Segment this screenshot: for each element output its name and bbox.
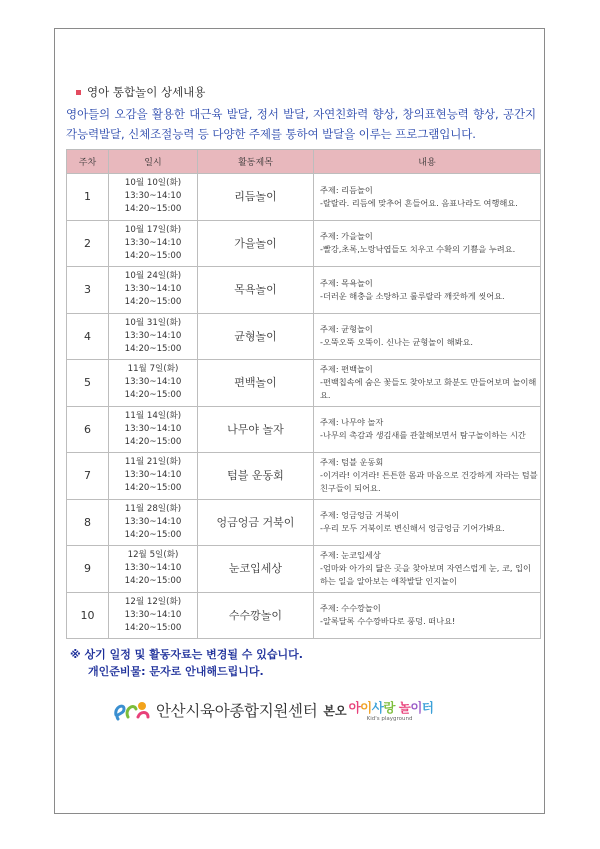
date-text: 12월 12일(화) xyxy=(124,596,182,607)
content-description: -오뚝오뚝 오뚝이. 신나는 균형놀이 해봐요. xyxy=(320,337,474,348)
week-number: 1 xyxy=(67,174,109,221)
activity-title: 텀블 운동회 xyxy=(198,453,314,500)
datetime-cell xyxy=(109,592,198,639)
week-number: 8 xyxy=(67,499,109,546)
activity-title: 나무야 놀자 xyxy=(198,406,314,453)
brand-letter: 랑 xyxy=(383,700,395,715)
datetime-cell xyxy=(109,220,198,267)
time-slot-1: 13:30~14:10 xyxy=(124,237,182,248)
bonoh-label: 본오 xyxy=(323,703,347,718)
brand-letter: 사 xyxy=(371,700,384,715)
content-topic: 주제: 목욕놀이 xyxy=(320,277,373,288)
time-slot-1: 13:30~14:10 xyxy=(124,563,182,574)
footer xyxy=(112,697,434,723)
week-number: 4 xyxy=(67,313,109,360)
content-cell xyxy=(314,313,541,360)
time-slot-1: 13:30~14:10 xyxy=(124,470,182,481)
content-topic: 주제: 텀블 운동회 xyxy=(320,457,384,468)
activity-title: 리듬놀이 xyxy=(198,174,314,221)
content-cell xyxy=(314,592,541,639)
time-slot-2: 14:20~15:00 xyxy=(124,390,182,401)
brand-letter: 터 xyxy=(421,700,434,715)
brand-subtitle: Kid's playground xyxy=(366,716,413,722)
time-slot-2: 14:20~15:00 xyxy=(124,622,182,633)
header-content: 내용 xyxy=(314,150,541,174)
week-number: 7 xyxy=(67,453,109,500)
time-slot-2: 14:20~15:00 xyxy=(124,297,182,308)
notice-line-2: 개인준비물: 문자로 안내해드립니다. xyxy=(88,665,264,678)
activity-title: 편백놀이 xyxy=(198,360,314,407)
time-slot-2: 14:20~15:00 xyxy=(124,204,182,215)
week-number: 10 xyxy=(67,592,109,639)
datetime-cell xyxy=(109,267,198,314)
table-row xyxy=(67,453,541,500)
time-slot-2: 14:20~15:00 xyxy=(124,436,182,447)
table-row xyxy=(67,592,541,639)
content-cell xyxy=(314,499,541,546)
content-topic: 주제: 수수깡놀이 xyxy=(320,603,381,614)
content-cell xyxy=(314,453,541,500)
date-text: 10월 10일(화) xyxy=(124,178,182,189)
notice-line-1: ※ 상기 일정 및 활동자료는 변경될 수 있습니다. xyxy=(70,648,303,661)
datetime-cell xyxy=(109,360,198,407)
date-text: 11월 21일(화) xyxy=(124,457,182,468)
table-row xyxy=(67,313,541,360)
brand-letter: 이 xyxy=(410,700,422,715)
table-row xyxy=(67,174,541,221)
content-cell xyxy=(314,220,541,267)
content-cell xyxy=(314,546,541,593)
time-slot-1: 13:30~14:10 xyxy=(124,377,182,388)
week-number: 3 xyxy=(67,267,109,314)
time-slot-1: 13:30~14:10 xyxy=(124,516,182,527)
datetime-cell xyxy=(109,499,198,546)
content-topic: 주제: 편백놀이 xyxy=(320,364,373,375)
datetime-cell xyxy=(109,174,198,221)
brand-letter: 아 xyxy=(348,700,361,715)
brand-name xyxy=(349,698,434,716)
time-slot-2: 14:20~15:00 xyxy=(124,576,182,587)
time-slot-2: 14:20~15:00 xyxy=(124,483,182,494)
time-slot-2: 14:20~15:00 xyxy=(124,343,182,354)
date-text: 11월 14일(화) xyxy=(124,410,182,421)
content-description: -알록달록 수수깡바다로 풍덩. 떠나요! xyxy=(320,616,456,627)
content-description: -나무의 촉감과 생김새를 관찰해보면서 탐구놀이하는 시간 xyxy=(320,430,526,441)
content-description: -더러운 해충을 소탕하고 룰루랄라 깨끗하게 씻어요. xyxy=(320,290,505,301)
activity-title: 가을놀이 xyxy=(198,220,314,267)
week-number: 5 xyxy=(67,360,109,407)
header-week: 주차 xyxy=(67,150,109,174)
table-row xyxy=(67,499,541,546)
week-number: 9 xyxy=(67,546,109,593)
activity-title: 균형놀이 xyxy=(198,313,314,360)
activity-title: 수수깡놀이 xyxy=(198,592,314,639)
content-description: -엄마와 아가의 닮은 곳을 찾아보며 자연스럽게 눈, 코, 입이 하는 일을 알아보는 애착발달 인지놀이 xyxy=(320,563,531,587)
week-number: 2 xyxy=(67,220,109,267)
date-text: 12월 5일(화) xyxy=(127,550,179,561)
content-cell xyxy=(314,174,541,221)
time-slot-1: 13:30~14:10 xyxy=(124,191,182,202)
activity-title: 눈코입세상 xyxy=(198,546,314,593)
time-slot-2: 14:20~15:00 xyxy=(124,529,182,540)
time-slot-1: 13:30~14:10 xyxy=(124,609,182,620)
table-row xyxy=(67,267,541,314)
notice xyxy=(70,646,303,680)
date-text: 10월 31일(화) xyxy=(124,317,182,328)
header-datetime: 일시 xyxy=(109,150,198,174)
table-row xyxy=(67,406,541,453)
time-slot-1: 13:30~14:10 xyxy=(124,284,182,295)
time-slot-1: 13:30~14:10 xyxy=(124,423,182,434)
date-text: 11월 28일(화) xyxy=(124,503,182,514)
content-description: -빨강,초록,노랑낙엽들도 치우고 수확의 기쁨을 누려요. xyxy=(320,244,516,255)
date-text: 10월 17일(화) xyxy=(124,224,182,235)
content-topic: 주제: 엉금엉금 거북이 xyxy=(320,510,400,521)
section-heading xyxy=(76,84,205,100)
content-topic: 주제: 리듬놀이 xyxy=(320,184,373,195)
datetime-cell xyxy=(109,313,198,360)
content-cell xyxy=(314,360,541,407)
brand-letter: 놀 xyxy=(394,700,411,715)
content-description: -랄랄라. 리듬에 맞추어 흔들어요. 음표나라도 여행해요. xyxy=(320,197,518,208)
activity-title: 엉금엉금 거북이 xyxy=(198,499,314,546)
table-header-row xyxy=(67,150,541,174)
table-row xyxy=(67,546,541,593)
content-topic: 주제: 균형놀이 xyxy=(320,324,373,335)
content-topic: 주제: 눈코입세상 xyxy=(320,550,381,561)
schedule-table xyxy=(66,149,541,639)
org-name: 안산시육아종합지원센터 xyxy=(156,702,318,720)
content-topic: 주제: 나무야 놀자 xyxy=(320,417,384,428)
content-cell xyxy=(314,406,541,453)
table-row xyxy=(67,220,541,267)
date-text: 10월 24일(화) xyxy=(124,271,182,282)
intro-text: 영아들의 오감을 활용한 대근육 발달, 정서 발달, 자연친화력 향상, 창의표현능력 향상, 공간지각능력발달, 신체조절능력 등 다양한 주제를 통하여 발달을 이루는 프로그램입니다. xyxy=(66,107,536,141)
activity-title: 목욕놀이 xyxy=(198,267,314,314)
content-topic: 주제: 가을놀이 xyxy=(320,231,373,242)
datetime-cell xyxy=(109,546,198,593)
brand-logo xyxy=(349,698,434,722)
date-text: 11월 7일(화) xyxy=(127,364,179,375)
center-logo-icon xyxy=(112,697,152,723)
datetime-cell xyxy=(109,453,198,500)
content-description: -이겨라! 이겨라! 튼튼한 몸과 마음으로 건강하게 자라는 텀블친구들이 되어요. xyxy=(320,470,538,494)
bullet-square-icon xyxy=(76,90,81,95)
content-description: -우리 모두 거북이로 변신해서 엉금엉금 기어가봐요. xyxy=(320,523,505,534)
header-activity: 활동제목 xyxy=(198,150,314,174)
week-number: 6 xyxy=(67,406,109,453)
section-title: 영아 통합놀이 상세내용 xyxy=(87,85,206,99)
content-description: -편백칩속에 숨은 꽃들도 찾아보고 화분도 만들어보며 놀이해요. xyxy=(320,377,537,401)
time-slot-2: 14:20~15:00 xyxy=(124,250,182,261)
content-cell xyxy=(314,267,541,314)
datetime-cell xyxy=(109,406,198,453)
table-row xyxy=(67,360,541,407)
brand-letter: 이 xyxy=(360,700,372,715)
time-slot-1: 13:30~14:10 xyxy=(124,330,182,341)
